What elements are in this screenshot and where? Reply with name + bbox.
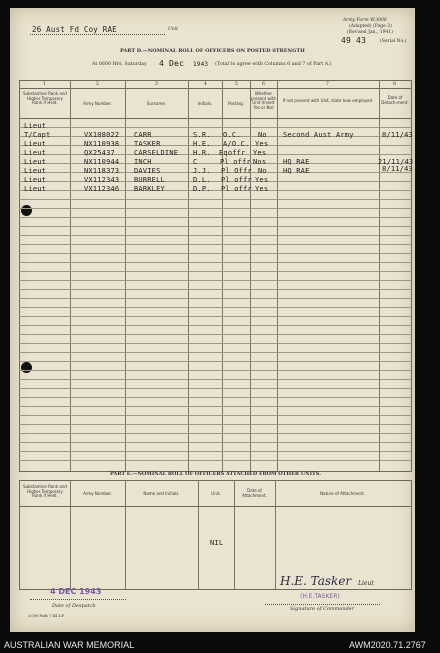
ruled-line xyxy=(19,343,411,344)
detachment-date-cell: 8/11/43 xyxy=(382,165,413,173)
present-cell: Yes xyxy=(255,176,269,184)
signature-suffix: Lieut xyxy=(358,580,374,587)
column-divider xyxy=(188,80,189,471)
column-number: 7 xyxy=(326,82,329,87)
ruled-line xyxy=(19,424,411,425)
ruled-line xyxy=(19,208,411,209)
rank-cell: Lieut xyxy=(24,176,47,184)
document-page xyxy=(10,8,415,632)
part-e-nil-entry: NIL xyxy=(210,539,224,547)
surname-cell: BARKLEY xyxy=(134,185,165,193)
present-cell: Yes xyxy=(255,185,269,193)
ruled-line xyxy=(19,334,411,335)
posting-cell: Pl offr xyxy=(221,176,252,184)
initials-cell: H.E. xyxy=(193,140,211,148)
column-header: Substantive Rank and Higher Temporary Rank if Held. xyxy=(23,91,67,106)
ruled-line xyxy=(19,253,411,254)
posting-cell: Eqoffr xyxy=(219,149,246,157)
ruled-line xyxy=(19,397,411,398)
column-number-rule xyxy=(19,88,411,89)
dispatch-underline xyxy=(30,599,126,600)
column-header: Posting. xyxy=(228,101,244,106)
ruled-line xyxy=(19,145,411,146)
initials-cell: J.J. xyxy=(193,167,211,175)
dispatch-label: Date of Despatch xyxy=(52,603,96,609)
ruled-line xyxy=(19,307,411,308)
detachment-date-cell: 21/11/43 xyxy=(378,158,414,166)
part-e-column-header: Substantive Rank and Higher Temporary Rank if Held. xyxy=(23,484,67,499)
date-year: 1943 xyxy=(193,61,209,68)
ruled-line xyxy=(19,271,411,272)
ruled-line xyxy=(19,406,411,407)
time-prefix: At 0600 Hrs. Saturday xyxy=(92,62,147,67)
present-cell: Nos xyxy=(253,158,267,166)
rank-cell: Lieut xyxy=(24,158,47,166)
rank-cell: Lieut xyxy=(24,167,47,175)
ruled-line xyxy=(19,217,411,218)
army-form-number: Army Form W.3008 xyxy=(343,18,387,23)
column-divider xyxy=(125,80,126,471)
employed-cell: HQ RAE xyxy=(283,158,310,166)
surname-cell: TASKER xyxy=(134,140,161,148)
column-number: 3 xyxy=(155,82,158,87)
rank-cell: Lieut xyxy=(24,122,47,130)
posting-cell: O.C. xyxy=(223,131,241,139)
part-e-column-header: Date of Attachment. xyxy=(242,488,267,498)
detachment-date-cell: 8/11/43 xyxy=(382,131,413,139)
part-e-divider xyxy=(70,480,71,589)
ruled-line xyxy=(19,226,411,227)
signature-scrawl: H.E. Tasker xyxy=(280,574,352,588)
army-number-cell: VX112343 xyxy=(84,176,120,184)
column-number: 5 xyxy=(235,82,238,87)
ruled-line xyxy=(19,442,411,443)
ruled-line xyxy=(19,154,411,155)
rank-cell: Lieut xyxy=(24,185,47,193)
ruled-line xyxy=(19,298,411,299)
army-form-revised: (Revised Jan., 1941) xyxy=(347,30,393,35)
ruled-line xyxy=(19,163,411,164)
serial-label: (Serial No.) xyxy=(380,39,407,44)
ruled-line xyxy=(19,172,411,173)
signature-label: Signature of Commander xyxy=(290,606,355,612)
part-e-column-header: Army Number. xyxy=(83,491,112,496)
initials-cell: D.P. xyxy=(193,185,211,193)
column-number: 8 xyxy=(393,82,396,87)
ruled-line xyxy=(19,370,411,371)
part-e-column-header: Nature of Attachment. xyxy=(320,491,365,496)
rank-cell: T/Capt xyxy=(24,131,51,139)
initials-cell: S.R. xyxy=(193,131,211,139)
army-number-cell: NX110938 xyxy=(84,140,120,148)
ruled-line xyxy=(19,460,411,461)
dispatch-date-stamp: 4 DEC 1943 xyxy=(50,587,102,596)
column-number: 2 xyxy=(96,82,99,87)
column-header: If not present with Unit, state how employed. xyxy=(282,98,374,103)
credit-right: AWM2020.71.2767 xyxy=(349,640,426,650)
column-number: 6 xyxy=(262,82,265,87)
army-number-cell: VX112346 xyxy=(84,185,120,193)
surname-cell: CARR xyxy=(134,131,152,139)
rank-cell: Lieut xyxy=(24,149,47,157)
part-e-header-rule xyxy=(19,506,411,507)
surname-cell: BURRELL xyxy=(134,176,165,184)
ruled-line xyxy=(19,199,411,200)
unit-name: 26 Aust Fd Coy RAE xyxy=(32,25,117,34)
initials-cell: D.L. xyxy=(193,176,211,184)
initials-cell: H.R. xyxy=(193,149,211,157)
employed-cell: Second Aust Army xyxy=(283,131,354,139)
column-header: Date of Detach-ment. xyxy=(381,95,409,105)
ruled-line xyxy=(19,280,411,281)
posting-cell: Pl Offr xyxy=(221,167,252,175)
ruled-line xyxy=(19,262,411,263)
commander-signature xyxy=(280,574,374,588)
ruled-line xyxy=(19,352,411,353)
army-form-adapted: (Adapted) (Page 2) xyxy=(349,24,392,29)
column-header: Surname. xyxy=(146,101,167,106)
unit-label: Unit xyxy=(168,27,178,32)
surname-cell: CARSELDINE xyxy=(134,149,179,157)
total-note: (Total to agree with Columns 6 and 7 of Part A.) xyxy=(215,62,332,67)
column-header: Army Number. xyxy=(83,101,112,106)
ruled-line xyxy=(19,127,411,128)
ruled-line xyxy=(19,451,411,452)
part-e-title: PART E.—NOMINAL ROLL OF OFFICERS ATTACHED FROM OTHER UNITS. xyxy=(110,471,321,477)
column-header: Initials. xyxy=(197,101,213,106)
posting-cell: Pl offr xyxy=(221,185,252,193)
initials-cell: C xyxy=(193,158,198,166)
column-header: Whether present with Unit (Insert Yes or No) xyxy=(251,91,276,110)
ruled-line xyxy=(19,361,411,362)
present-cell: No xyxy=(258,131,267,139)
present-cell: Yes xyxy=(255,140,269,148)
rank-cell: Lieut xyxy=(24,140,47,148)
ruled-line xyxy=(19,181,411,182)
ruled-line xyxy=(19,289,411,290)
part-e-column-header: Unit. xyxy=(211,491,221,496)
posting-cell: Pl offr xyxy=(220,158,251,166)
ruled-line xyxy=(19,433,411,434)
signature-underline xyxy=(265,604,380,605)
ruled-line xyxy=(19,415,411,416)
ruled-line xyxy=(19,379,411,380)
ruled-line xyxy=(19,388,411,389)
present-cell: No xyxy=(258,167,267,175)
credit-left: AUSTRALIAN WAR MEMORIAL xyxy=(4,640,135,650)
ruled-line xyxy=(19,235,411,236)
ruled-line xyxy=(19,190,411,191)
signature-name-stamp: (H.E.TASKER) xyxy=(300,593,340,600)
army-number-cell: NX110944 xyxy=(84,158,120,166)
part-e-divider xyxy=(234,480,235,589)
present-cell: Yes xyxy=(253,149,267,157)
surname-cell: DAVIES xyxy=(134,167,161,175)
column-number: 1 xyxy=(43,82,46,87)
column-divider xyxy=(379,80,380,471)
ruled-line xyxy=(19,325,411,326)
army-number-cell: NX118373 xyxy=(84,167,120,175)
column-number: 4 xyxy=(204,82,207,87)
date-typed: 4 Dec xyxy=(159,59,185,68)
ruled-line xyxy=(19,244,411,245)
part-e-divider xyxy=(125,480,126,589)
column-divider xyxy=(70,80,71,471)
posting-cell: A/O.C. xyxy=(223,140,250,148)
ruled-line xyxy=(19,316,411,317)
part-e-divider xyxy=(275,480,276,589)
column-divider xyxy=(250,80,251,471)
print-note: 3,000 Pads 7-44 S.P. xyxy=(28,614,65,618)
column-divider xyxy=(277,80,278,471)
army-number-cell: VX108022 xyxy=(84,131,120,139)
serial-number: 49 43 xyxy=(341,36,367,45)
surname-cell: INCH xyxy=(134,158,152,166)
header-rule xyxy=(19,118,411,119)
part-e-column-header: Name and Initials. xyxy=(143,491,180,496)
part-e-divider xyxy=(198,480,199,589)
army-number-cell: QX25437 xyxy=(84,149,115,157)
unit-underline xyxy=(30,34,165,35)
part-d-title: PART D.—NOMINAL ROLL OF OFFICERS ON POSTED STRENGTH xyxy=(120,48,305,54)
employed-cell: HQ RAE xyxy=(283,167,310,175)
